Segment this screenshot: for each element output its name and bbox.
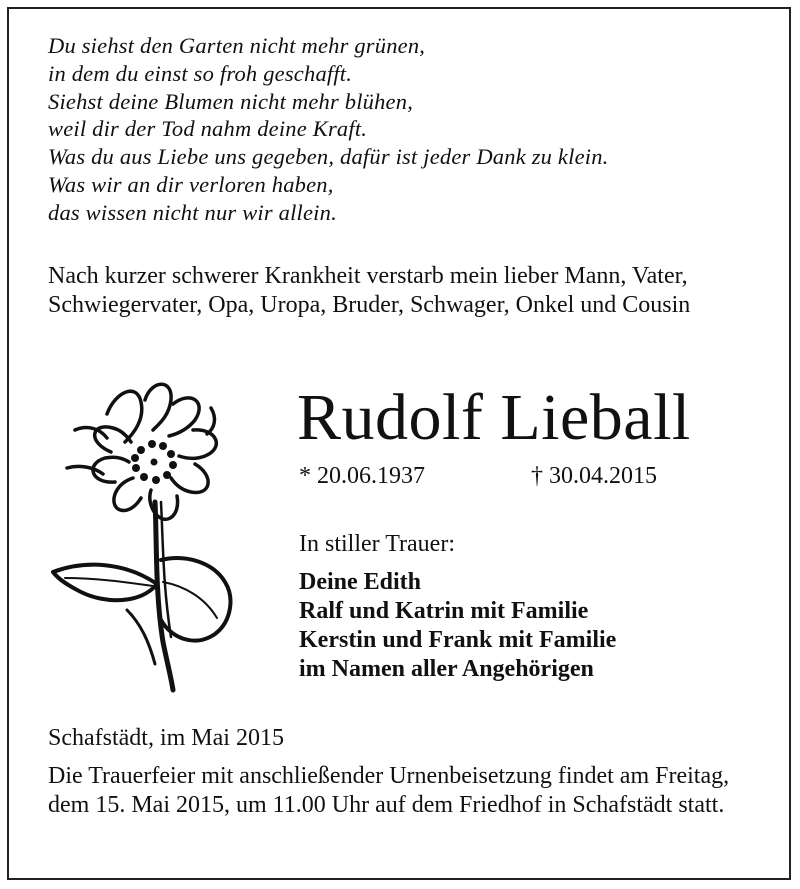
announcement-text: Nach kurzer schwerer Krankheit verstarb mein lieber Mann, Vater, Schwiegervater, Opa, Uropa, Bruder, Schwager, Onkel und Cousin bbox=[48, 263, 691, 318]
mourner-name: Ralf und Katrin mit Familie bbox=[299, 598, 589, 624]
mourner-name: Deine Edith bbox=[299, 569, 422, 595]
sunflower-icon bbox=[45, 372, 255, 702]
service-info: Die Trauerfeier mit anschließender Urnenbeisetzung findet am Freitag, dem 15. Mai 2015, um 11.00 Uhr auf dem Friedhof in Schafstädt statt. bbox=[48, 763, 730, 818]
deceased-name: Rudolf Lieball bbox=[297, 381, 691, 454]
poem-line: in dem du einst so froh geschafft. bbox=[48, 60, 353, 86]
mourning-heading: In stiller Trauer: bbox=[299, 531, 455, 557]
poem-line: das wissen nicht nur wir allein. bbox=[48, 199, 337, 225]
mourners-list bbox=[299, 568, 616, 684]
poem-line: Siehst deine Blumen nicht mehr blühen, bbox=[48, 88, 414, 114]
death-date: † 30.04.2015 bbox=[531, 463, 657, 489]
mourner-name: im Namen aller Angehörigen bbox=[299, 656, 594, 682]
mourner-name: Kerstin und Frank mit Familie bbox=[299, 627, 617, 653]
poem-line: Was wir an dir verloren haben, bbox=[48, 171, 334, 197]
poem bbox=[48, 32, 608, 227]
poem-line: Was du aus Liebe uns gegeben, dafür ist jeder Dank zu klein. bbox=[48, 144, 609, 170]
place-date: Schafstädt, im Mai 2015 bbox=[48, 725, 284, 751]
poem-line: Du siehst den Garten nicht mehr grünen, bbox=[48, 33, 426, 58]
poem-line: weil dir der Tod nahm deine Kraft. bbox=[48, 116, 368, 142]
birth-date: * 20.06.1937 bbox=[299, 463, 425, 489]
